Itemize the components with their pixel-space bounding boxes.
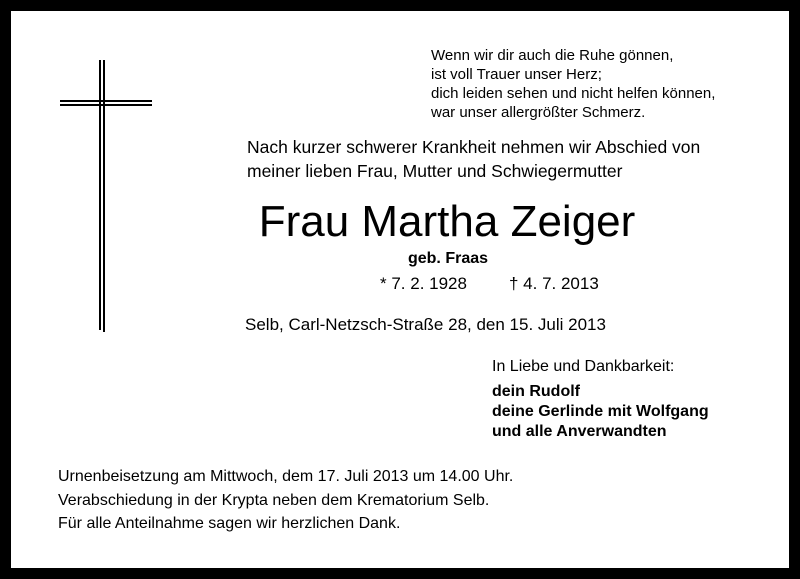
poem-line: war unser allergrößter Schmerz. [431, 104, 646, 121]
funeral-info-line: Verabschiedung in der Krypta neben dem Krematorium Selb. [58, 491, 490, 509]
mourners-heading: In Liebe und Dankbarkeit: [492, 358, 675, 375]
mourners-list [492, 382, 709, 442]
poem-line: dich leiden sehen und nicht helfen können, [431, 85, 716, 102]
maiden-name: geb. Fraas [407, 250, 489, 267]
funeral-info [58, 465, 513, 536]
birth-date: * 7. 2. 1928 [380, 274, 467, 293]
mourner-name: dein Rudolf [492, 383, 580, 400]
announcement-line: Nach kurzer schwerer Krankheit nehmen wir Abschied von [247, 137, 701, 157]
announcement-line: meiner lieben Frau, Mutter und Schwiegermutter [247, 161, 623, 181]
poem-line: ist voll Trauer unser Herz; [431, 66, 602, 83]
funeral-info-line: Für alle Anteilnahme sagen wir herzlichen Dank. [58, 515, 401, 532]
deceased-name: Frau Martha Zeiger [258, 197, 636, 246]
poem-line: Wenn wir dir auch die Ruhe gönnen, [431, 47, 674, 64]
place-date: Selb, Carl-Netzsch-Straße 28, den 15. Juli 2013 [245, 315, 606, 334]
mourner-name: deine Gerlinde mit Wolfgang [492, 403, 709, 420]
funeral-info-line: Urnenbeisetzung am Mittwoch, dem 17. Juli 2013 um 14.00 Uhr. [58, 468, 514, 485]
death-date: † 4. 7. 2013 [509, 274, 599, 293]
mourner-name: und alle Anverwandten [492, 423, 667, 440]
poem [431, 46, 751, 122]
announcement [247, 135, 700, 183]
